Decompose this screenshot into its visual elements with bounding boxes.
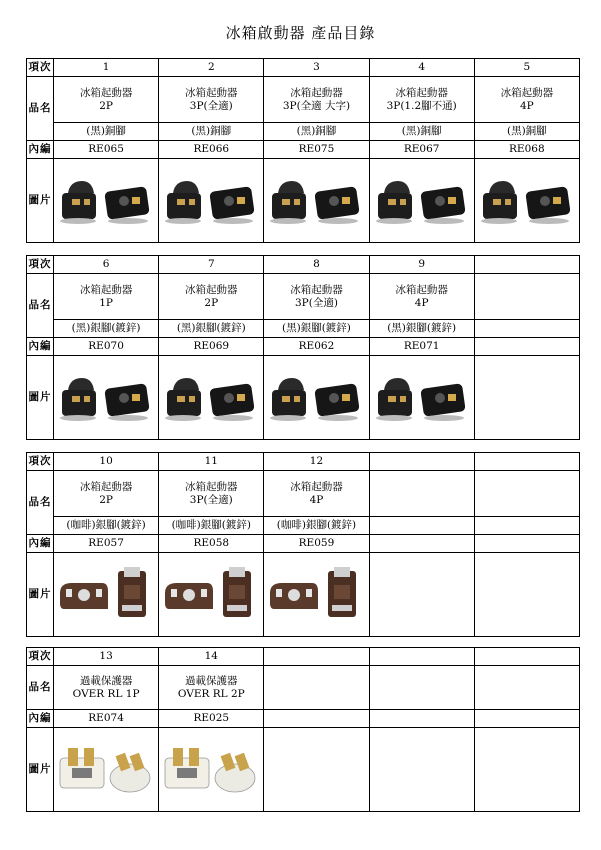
item-name-line1: 冰箱起動器 bbox=[185, 480, 238, 493]
item-name-line1: 冰箱起動器 bbox=[79, 283, 133, 296]
item-name bbox=[159, 666, 264, 710]
item-code bbox=[369, 535, 474, 553]
item-name bbox=[264, 471, 369, 517]
item-image bbox=[474, 728, 579, 812]
item-index: 6 bbox=[54, 256, 159, 274]
item-spec: (黑)銅腳 bbox=[474, 123, 579, 141]
item-spec: (黑)銀腳(鍍鋅) bbox=[159, 320, 264, 338]
item-code: RE067 bbox=[369, 141, 474, 159]
row-header-name: 品名 bbox=[27, 77, 54, 141]
overload-protector-photo bbox=[163, 740, 259, 800]
black-starter-relay-photo bbox=[268, 368, 364, 428]
item-name bbox=[264, 666, 369, 710]
item-name-line2: 3P(全適 大字) bbox=[282, 99, 351, 112]
black-starter-relay-photo bbox=[374, 171, 470, 231]
item-name bbox=[474, 471, 579, 517]
item-name bbox=[474, 274, 579, 320]
item-spec: (黑)銀腳(鍍鋅) bbox=[264, 320, 369, 338]
item-name bbox=[474, 666, 579, 710]
item-name-line2: 4P bbox=[414, 296, 429, 309]
item-spec: (黑)銅腳 bbox=[159, 123, 264, 141]
brown-starter-relay-photo bbox=[163, 565, 259, 625]
row-header-code: 內編 bbox=[27, 535, 54, 553]
item-name-line2: 3P(1.2腳不通) bbox=[386, 99, 457, 112]
item-index: 13 bbox=[54, 648, 159, 666]
item-name-line1: 過載保護器 bbox=[79, 674, 133, 687]
item-image bbox=[474, 356, 579, 440]
item-name bbox=[159, 471, 264, 517]
row-header-name: 品名 bbox=[27, 666, 54, 710]
item-spec: (黑)銅腳 bbox=[264, 123, 369, 141]
item-name bbox=[264, 274, 369, 320]
item-index: 5 bbox=[474, 59, 579, 77]
item-code: RE070 bbox=[54, 338, 159, 356]
item-index: 12 bbox=[264, 453, 369, 471]
row-header-code: 內編 bbox=[27, 338, 54, 356]
item-index bbox=[474, 648, 579, 666]
item-code: RE066 bbox=[159, 141, 264, 159]
item-spec bbox=[474, 320, 579, 338]
row-header-name: 品名 bbox=[27, 274, 54, 338]
item-index: 1 bbox=[54, 59, 159, 77]
row-header-image: 圖片 bbox=[27, 159, 54, 243]
item-index: 14 bbox=[159, 648, 264, 666]
item-code bbox=[474, 338, 579, 356]
item-name-line2: 3P(全適) bbox=[189, 99, 233, 112]
product-table bbox=[26, 647, 580, 812]
row-header-code: 內編 bbox=[27, 141, 54, 159]
item-name-line2: 4P bbox=[309, 493, 324, 506]
row-header-index: 項次 bbox=[27, 59, 54, 77]
item-name-line1: 冰箱起動器 bbox=[290, 283, 343, 296]
item-index: 11 bbox=[159, 453, 264, 471]
item-name-line2: OVER RL 1P bbox=[72, 687, 140, 700]
overload-protector-photo bbox=[58, 740, 154, 800]
black-starter-relay-photo bbox=[58, 368, 154, 428]
item-spec bbox=[369, 517, 474, 535]
item-name bbox=[369, 471, 474, 517]
item-code: RE025 bbox=[159, 710, 264, 728]
item-spec: (黑)銀腳(鍍鋅) bbox=[369, 320, 474, 338]
item-index bbox=[264, 648, 369, 666]
item-code bbox=[264, 710, 369, 728]
item-name-line1: 冰箱起動器 bbox=[79, 480, 133, 493]
item-name-line2: 2P bbox=[204, 296, 219, 309]
item-image bbox=[54, 159, 159, 243]
item-image bbox=[264, 728, 369, 812]
item-name-line2: 2P bbox=[99, 493, 113, 506]
item-image bbox=[54, 553, 159, 637]
row-header-image: 圖片 bbox=[27, 728, 54, 812]
item-index: 4 bbox=[369, 59, 474, 77]
item-image bbox=[264, 553, 369, 637]
item-name-line2: 3P(全適) bbox=[189, 493, 233, 506]
item-spec: (黑)銅腳 bbox=[369, 123, 474, 141]
black-starter-relay-photo bbox=[163, 368, 259, 428]
product-table bbox=[26, 452, 580, 637]
item-name-line1: 冰箱起動器 bbox=[395, 283, 448, 296]
item-code: RE069 bbox=[159, 338, 264, 356]
item-name-line2: 3P(全適) bbox=[294, 296, 338, 309]
row-header-index: 項次 bbox=[27, 453, 54, 471]
item-spec: (黑)銀腳(鍍鋅) bbox=[54, 320, 159, 338]
item-index bbox=[369, 453, 474, 471]
item-index: 3 bbox=[264, 59, 369, 77]
item-name bbox=[54, 471, 159, 517]
item-name bbox=[369, 77, 474, 123]
item-name bbox=[369, 274, 474, 320]
item-image bbox=[159, 553, 264, 637]
item-name-line1: 冰箱起動器 bbox=[290, 86, 343, 99]
item-name bbox=[159, 77, 264, 123]
brown-starter-relay-photo bbox=[268, 565, 364, 625]
item-image bbox=[264, 356, 369, 440]
item-code: RE074 bbox=[54, 710, 159, 728]
item-index: 8 bbox=[264, 256, 369, 274]
item-code: RE057 bbox=[54, 535, 159, 553]
product-table bbox=[26, 255, 580, 440]
item-name-line2: OVER RL 2P bbox=[177, 687, 245, 700]
item-image bbox=[474, 553, 579, 637]
product-table bbox=[26, 58, 580, 243]
item-code: RE065 bbox=[54, 141, 159, 159]
item-spec: (咖啡)銀腳(鍍鋅) bbox=[264, 517, 369, 535]
item-name-line1: 冰箱起動器 bbox=[395, 86, 448, 99]
item-code: RE062 bbox=[264, 338, 369, 356]
item-image bbox=[264, 159, 369, 243]
item-code bbox=[474, 535, 579, 553]
black-starter-relay-photo bbox=[268, 171, 364, 231]
brown-starter-relay-photo bbox=[58, 565, 154, 625]
item-name-line1: 冰箱起動器 bbox=[290, 480, 343, 493]
item-name-line2: 1P bbox=[99, 296, 113, 309]
item-spec: (咖啡)銀腳(鍍鋅) bbox=[159, 517, 264, 535]
item-image bbox=[369, 159, 474, 243]
item-spec: (咖啡)銀腳(鍍鋅) bbox=[54, 517, 159, 535]
item-name bbox=[264, 77, 369, 123]
item-image bbox=[159, 728, 264, 812]
item-name bbox=[54, 666, 159, 710]
black-starter-relay-photo bbox=[374, 368, 470, 428]
black-starter-relay-photo bbox=[479, 171, 575, 231]
row-header-name: 品名 bbox=[27, 471, 54, 535]
item-name-line1: 冰箱起動器 bbox=[185, 86, 238, 99]
item-name-line1: 過載保護器 bbox=[185, 674, 238, 687]
black-starter-relay-photo bbox=[58, 171, 154, 231]
item-spec: (黑)銅腳 bbox=[54, 123, 159, 141]
item-name-line1: 冰箱起動器 bbox=[500, 86, 554, 99]
item-code: RE058 bbox=[159, 535, 264, 553]
row-header-index: 項次 bbox=[27, 648, 54, 666]
item-code: RE059 bbox=[264, 535, 369, 553]
item-image bbox=[159, 159, 264, 243]
item-code: RE071 bbox=[369, 338, 474, 356]
row-header-code: 內編 bbox=[27, 710, 54, 728]
item-image bbox=[369, 553, 474, 637]
row-header-image: 圖片 bbox=[27, 356, 54, 440]
item-image bbox=[369, 356, 474, 440]
row-header-index: 項次 bbox=[27, 256, 54, 274]
item-index: 9 bbox=[369, 256, 474, 274]
item-name-line2: 2P bbox=[99, 99, 113, 112]
item-code bbox=[474, 710, 579, 728]
item-name bbox=[54, 77, 159, 123]
item-name bbox=[369, 666, 474, 710]
item-image bbox=[159, 356, 264, 440]
item-spec bbox=[474, 517, 579, 535]
item-name bbox=[159, 274, 264, 320]
item-image bbox=[474, 159, 579, 243]
item-code bbox=[369, 710, 474, 728]
item-name-line1: 冰箱起動器 bbox=[79, 86, 133, 99]
item-name-line2: 4P bbox=[519, 99, 534, 112]
item-name bbox=[474, 77, 579, 123]
page-title: 冰箱啟動器 產品目錄 bbox=[225, 24, 376, 42]
black-starter-relay-photo bbox=[163, 171, 259, 231]
item-index bbox=[369, 648, 474, 666]
item-name-line1: 冰箱起動器 bbox=[185, 283, 238, 296]
item-code: RE075 bbox=[264, 141, 369, 159]
item-index bbox=[474, 453, 579, 471]
item-index bbox=[474, 256, 579, 274]
item-image bbox=[54, 356, 159, 440]
item-image bbox=[369, 728, 474, 812]
item-index: 2 bbox=[159, 59, 264, 77]
item-index: 10 bbox=[54, 453, 159, 471]
item-code: RE068 bbox=[474, 141, 579, 159]
item-index: 7 bbox=[159, 256, 264, 274]
row-header-image: 圖片 bbox=[27, 553, 54, 637]
item-name bbox=[54, 274, 159, 320]
item-image bbox=[54, 728, 159, 812]
